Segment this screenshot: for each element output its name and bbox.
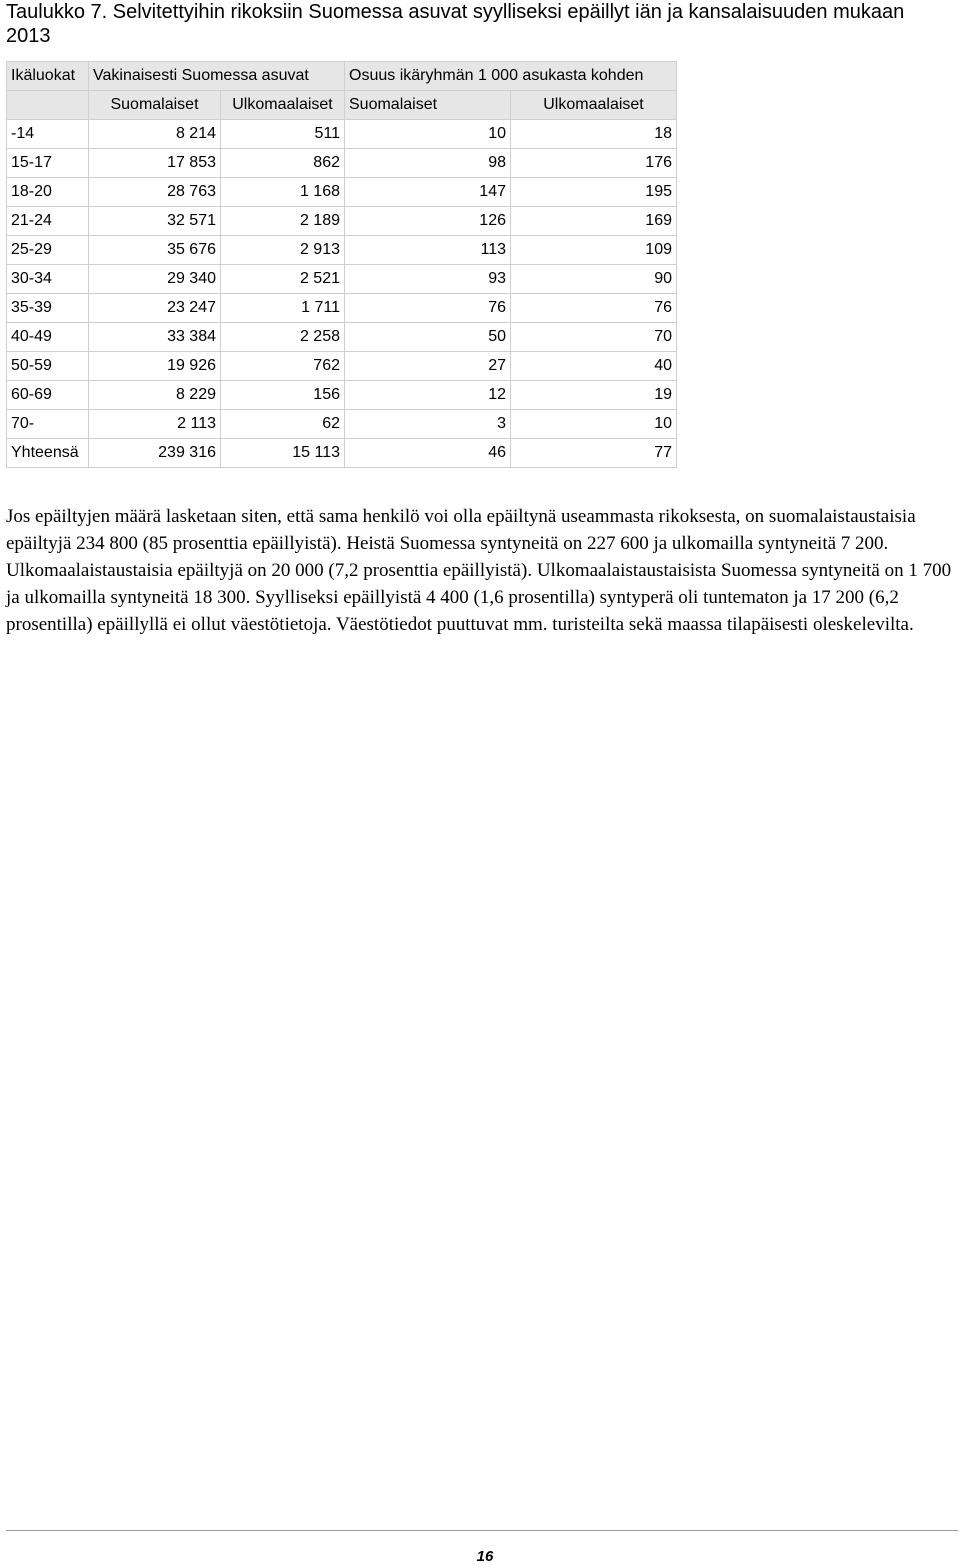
age-group-cell: 21-24 [7,207,89,236]
statistics-table [6,61,677,468]
finns-rate-cell: 147 [345,178,511,207]
finns-count-cell: 23 247 [89,294,221,323]
age-group-cell: 30-34 [7,265,89,294]
sub-header-finns-count: Suomalaiset [89,91,221,120]
foreigners-rate-cell: 70 [511,323,677,352]
foreigners-rate-cell: 19 [511,381,677,410]
foreigners-rate-cell: 77 [511,439,677,468]
finns-rate-cell: 126 [345,207,511,236]
table-row [7,439,677,468]
finns-rate-cell: 76 [345,294,511,323]
foreigners-rate-cell: 10 [511,410,677,439]
finns-count-cell: 2 113 [89,410,221,439]
page-number: 16 [476,1548,494,1565]
table-row [7,294,677,323]
table-row [7,410,677,439]
table-row [7,265,677,294]
finns-count-cell: 35 676 [89,236,221,265]
header-row-group [7,62,677,91]
table-body [7,120,677,468]
age-group-cell: 35-39 [7,294,89,323]
footer-divider [6,1530,958,1531]
foreigners-count-cell: 1 168 [221,178,345,207]
finns-count-cell: 8 229 [89,381,221,410]
table-row [7,352,677,381]
sub-header-foreigners-rate: Ulkomaalaiset [511,91,677,120]
finns-rate-cell: 113 [345,236,511,265]
finns-rate-cell: 93 [345,265,511,294]
table-row [7,120,677,149]
table-row [7,207,677,236]
foreigners-count-cell: 511 [221,120,345,149]
foreigners-rate-cell: 109 [511,236,677,265]
age-group-cell: 40-49 [7,323,89,352]
finns-rate-cell: 12 [345,381,511,410]
table-row [7,178,677,207]
foreigners-count-cell: 1 711 [221,294,345,323]
foreigners-count-cell: 15 113 [221,439,345,468]
sub-header-empty [7,91,89,120]
foreigners-count-cell: 2 521 [221,265,345,294]
finns-count-cell: 32 571 [89,207,221,236]
age-group-cell: 18-20 [7,178,89,207]
foreigners-rate-cell: 195 [511,178,677,207]
age-group-cell: -14 [7,120,89,149]
foreigners-rate-cell: 169 [511,207,677,236]
table-row [7,149,677,178]
finns-rate-cell: 10 [345,120,511,149]
foreigners-rate-cell: 76 [511,294,677,323]
foreigners-count-cell: 2 189 [221,207,345,236]
foreigners-count-cell: 762 [221,352,345,381]
per-thousand-group-header: Osuus ikäryhmän 1 000 asukasta kohden [345,62,677,91]
foreigners-count-cell: 2 258 [221,323,345,352]
age-group-cell: 15-17 [7,149,89,178]
finns-count-cell: 28 763 [89,178,221,207]
foreigners-count-cell: 2 913 [221,236,345,265]
finns-count-cell: 19 926 [89,352,221,381]
foreigners-count-cell: 156 [221,381,345,410]
foreigners-rate-cell: 40 [511,352,677,381]
header-row-sub [7,91,677,120]
finns-count-cell: 29 340 [89,265,221,294]
explanatory-note: Jos epäiltyjen määrä lasketaan siten, että sama henkilö voi olla epäiltynä useammasta rikoksesta, on suomalaistaustaisia epäiltyjä 234 800 (85 prosenttia epäillyistä). Heistä Suomessa syntyneitä on 227 600 ja ulkomailla syntyneitä 7 200. Ulkomaalaistaustaisia epäiltyjä on 20 000 (7,2 prosenttia epäillyistä). Ulkomaalaistaustaisista Suomessa syntyneitä on 1 700 ja ulkomailla syntyneitä 18 300. Syylliseksi epäillyistä 4 400 (1,6 prosentilla) syntyperä oli tuntematon ja 17 200 (6,2 prosentilla) epäillyllä ei ollut väestötietoja. Väestötiedot puuttuvat mm. turisteilta sekä maassa tilapäisesti oleskelevilta. [6,506,952,635]
finns-rate-cell: 27 [345,352,511,381]
foreigners-count-cell: 62 [221,410,345,439]
foreigners-rate-cell: 176 [511,149,677,178]
finns-rate-cell: 98 [345,149,511,178]
age-group-header: Ikäluokat [7,62,89,91]
age-group-cell: Yhteensä [7,439,89,468]
finns-count-cell: 239 316 [89,439,221,468]
sub-header-foreigners-count: Ulkomaalaiset [221,91,345,120]
finns-rate-cell: 46 [345,439,511,468]
finns-rate-cell: 3 [345,410,511,439]
foreigners-rate-cell: 90 [511,265,677,294]
finns-rate-cell: 50 [345,323,511,352]
residents-group-header: Vakinaisesti Suomessa asuvat [89,62,345,91]
finns-count-cell: 17 853 [89,149,221,178]
table-row [7,236,677,265]
page-title: Taulukko 7. Selvitettyihin rikoksiin Suomessa asuvat syylliseksi epäillyt iän ja kansalaisuuden mukaan 2013 [6,1,905,47]
age-group-cell: 50-59 [7,352,89,381]
sub-header-finns-rate: Suomalaiset [345,91,511,120]
table-row [7,381,677,410]
finns-count-cell: 8 214 [89,120,221,149]
foreigners-count-cell: 862 [221,149,345,178]
finns-count-cell: 33 384 [89,323,221,352]
age-group-cell: 70- [7,410,89,439]
age-group-cell: 60-69 [7,381,89,410]
age-group-cell: 25-29 [7,236,89,265]
foreigners-rate-cell: 18 [511,120,677,149]
table-row [7,323,677,352]
